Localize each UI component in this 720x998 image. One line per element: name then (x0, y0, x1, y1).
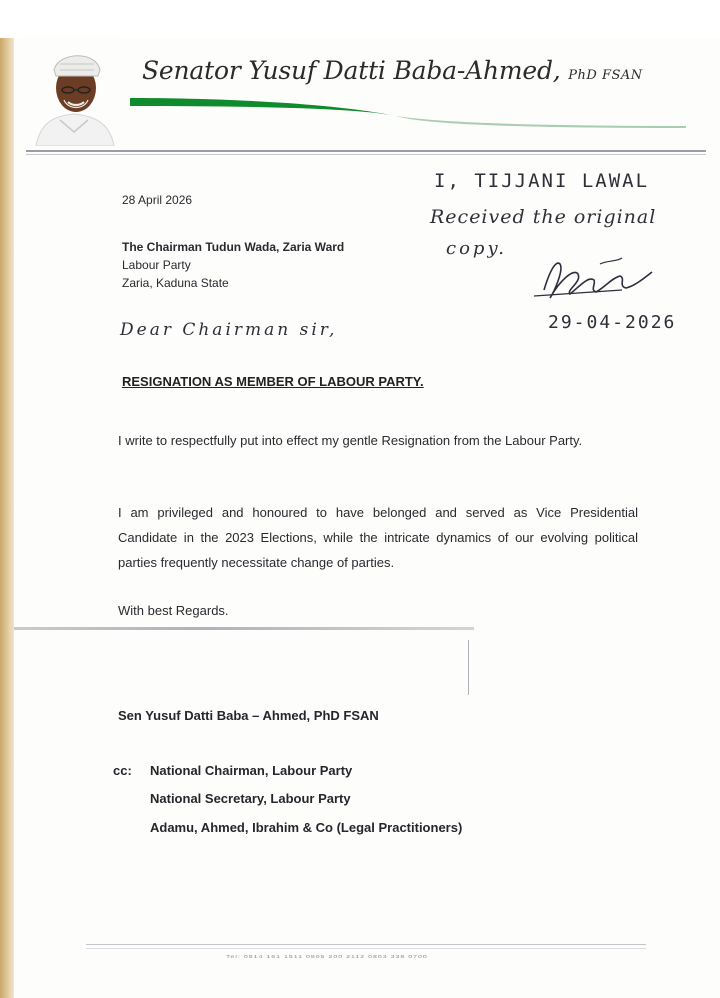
signature-area-line (14, 627, 474, 630)
handwritten-ack-line-3: copy. (446, 238, 507, 259)
letterhead-credentials: PhD FSAN (568, 68, 643, 83)
cc-recipient-1: National Chairman, Labour Party (150, 763, 353, 778)
letter-date: 28 April 2026 (122, 193, 193, 207)
footer-divider (86, 944, 646, 945)
closing-line: With best Regards. (118, 603, 229, 618)
cc-recipient-2: National Secretary, Labour Party (150, 791, 351, 806)
footer-contacts: Tel: 0814 161 1511 0805 200 2112 0803 338 0700 (226, 955, 428, 960)
letterhead-name (142, 56, 643, 85)
handwritten-ack-line-2: Received the original (430, 206, 657, 228)
letter-subject: RESIGNATION AS MEMBER OF LABOUR PARTY. (122, 374, 424, 389)
signature-area-tick (468, 640, 469, 695)
body-paragraph-1: I write to respectfully put into effect my gentle Resignation from the Labour Party. (118, 433, 583, 448)
recipient-line-1: The Chairman Tudun Wada, Zaria Ward (122, 240, 345, 254)
handwritten-ack-line-1: I, TIJJANI LAWAL (434, 170, 650, 192)
letterhead-divider (26, 150, 706, 152)
green-swoosh (128, 92, 688, 132)
recipient-line-2: Labour Party (122, 258, 191, 272)
handwritten-salutation: Dear Chairman sir, (120, 320, 338, 340)
cc-recipient-3: Adamu, Ahmed, Ibrahim & Co (Legal Practitioners) (150, 820, 463, 835)
handwritten-ack-date: 29-04-2026 (548, 312, 677, 333)
body-paragraph-2: I am privileged and honoured to have belonged and served as Vice Presidential Candidate in the 2023 Elections, while the intricate dynamics of our evolving political parties frequently necessitate change of parties. (118, 505, 638, 570)
recipient-line-3: Zaria, Kaduna State (122, 276, 229, 290)
signatory-name: Sen Yusuf Datti Baba – Ahmed, PhD FSAN (118, 708, 379, 723)
cc-label: cc: (113, 763, 132, 778)
handwritten-signature (530, 250, 660, 306)
portrait-photo (30, 36, 118, 146)
letterhead-name-text: Senator Yusuf Datti Baba-Ahmed, (142, 56, 561, 85)
footer-divider-thin (86, 948, 646, 949)
letterhead-divider-thin (26, 154, 706, 155)
top-margin (0, 0, 720, 38)
